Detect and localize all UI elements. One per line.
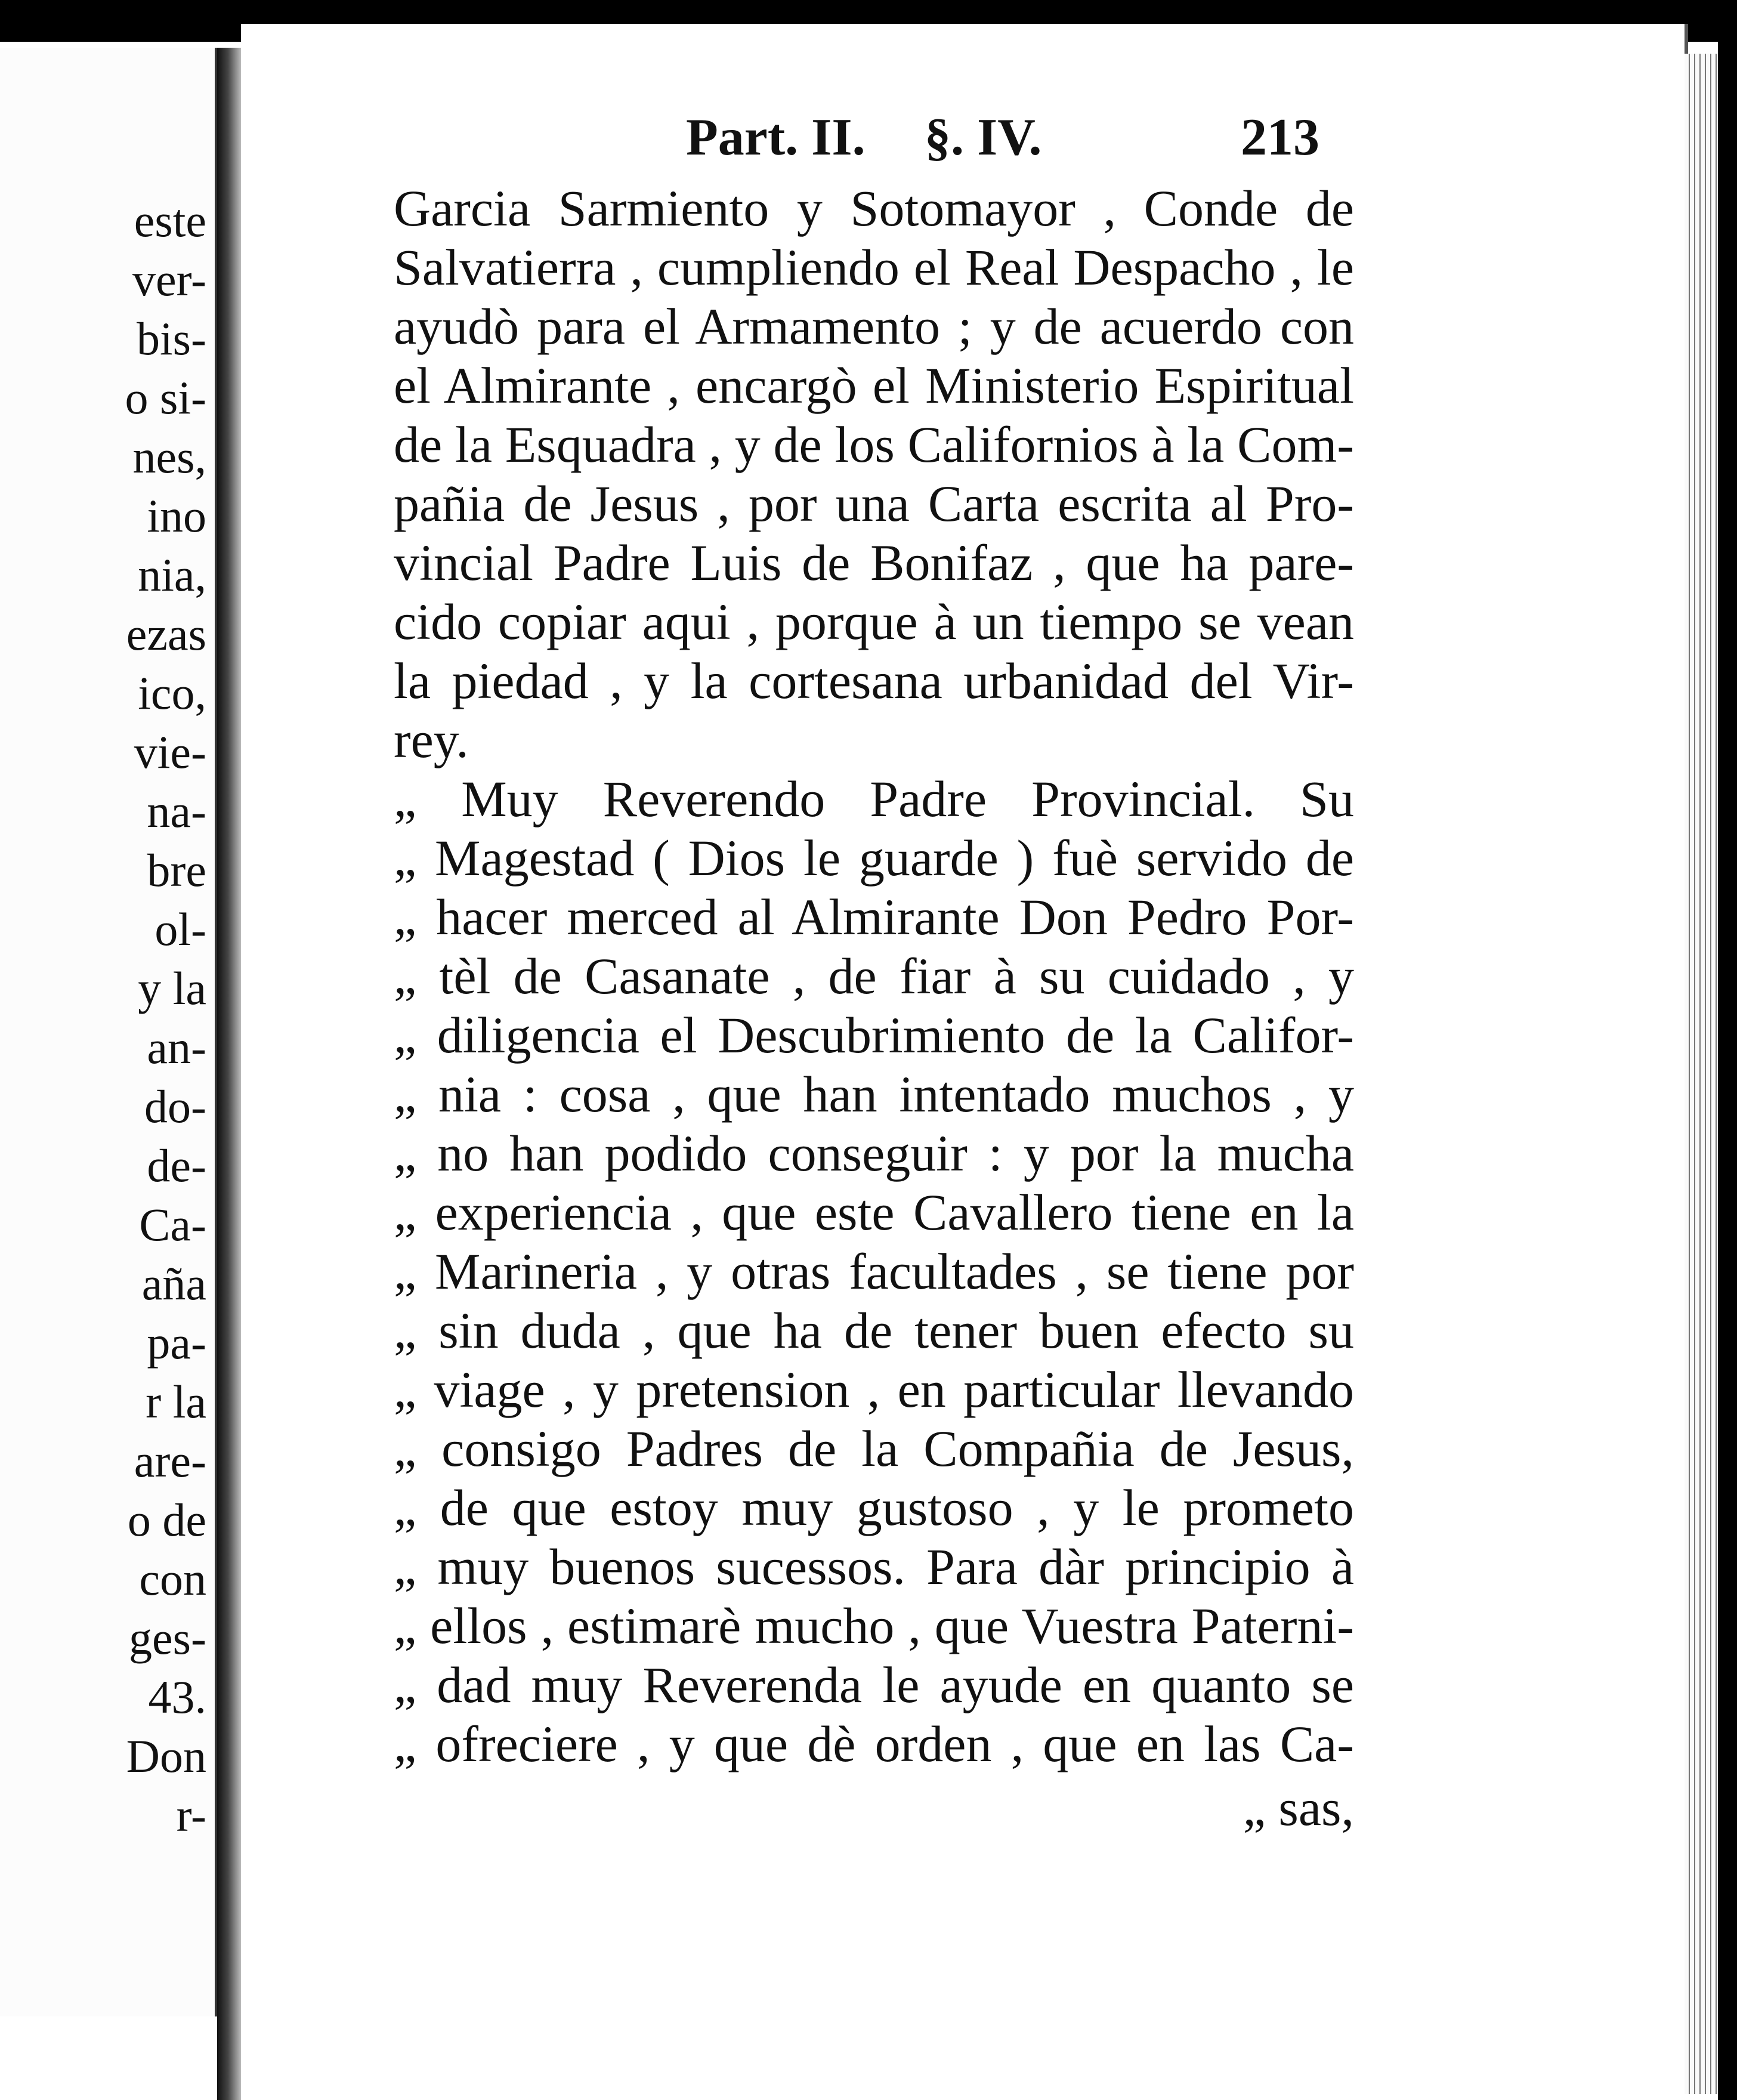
left-line: nes, — [132, 431, 206, 483]
left-line: bis- — [137, 313, 206, 365]
left-line: vie- — [134, 726, 206, 778]
text-line: „ no han podido conseguir : y por la mucha — [394, 1125, 1354, 1182]
text-line: „ dad muy Reverenda le ayude en quanto se — [394, 1656, 1354, 1713]
left-line: y la — [138, 962, 206, 1014]
text-line: el Almirante , encargò el Ministerio Espiritual — [394, 357, 1354, 414]
text-line: „ de que estoy muy gustoso , y le prometo — [394, 1479, 1354, 1536]
text-line: „ hacer merced al Almirante Don Pedro Por- — [394, 888, 1354, 946]
left-line: ino — [147, 490, 206, 542]
left-line: ver- — [132, 254, 206, 305]
left-line: o de — [127, 1494, 206, 1546]
left-line: ol- — [154, 903, 206, 955]
text-line: de la Esquadra , y de los Californios à la Com- — [394, 416, 1354, 473]
left-line: nia, — [138, 549, 206, 601]
text-line: „ ellos , estimarè mucho , que Vuestra Paterni- — [394, 1597, 1354, 1654]
text-line: Garcia Sarmiento y Sotomayor , Conde de — [394, 180, 1354, 237]
left-line: ges- — [129, 1612, 206, 1664]
running-head — [686, 107, 1378, 179]
text-line: „ consigo Padres de la Compañia de Jesus, — [394, 1420, 1354, 1477]
text-line: „ Magestad ( Dios le guarde ) fuè servido de — [394, 829, 1354, 887]
text-line: „ muy buenos sucessos. Para dàr principio à — [394, 1538, 1354, 1595]
body-text — [394, 179, 1354, 1774]
left-line: Don — [126, 1730, 206, 1782]
text-line: Salvatierra , cumpliendo el Real Despacho , le — [394, 239, 1354, 296]
left-line: Ca- — [139, 1199, 206, 1250]
text-line: pañia de Jesus , por una Carta escrita al Pro- — [394, 475, 1354, 532]
page-number: 213 — [1241, 109, 1319, 166]
left-line: na- — [147, 785, 206, 837]
left-line: pa- — [147, 1317, 206, 1369]
text-line: „ experiencia , que este Cavallero tiene en la — [394, 1184, 1354, 1241]
page-edges — [1685, 54, 1718, 2094]
left-line: do- — [144, 1080, 206, 1132]
text-line: „ nia : cosa , que han intentado muchos , y — [394, 1066, 1354, 1123]
left-line: aña — [141, 1258, 206, 1310]
book-gutter — [217, 48, 241, 2100]
left-line: an- — [147, 1021, 206, 1073]
left-line: este — [134, 194, 206, 246]
text-line: „ ofreciere , y que dè orden , que en las Ca- — [394, 1715, 1354, 1772]
left-page — [0, 48, 217, 2016]
text-line: ayudò para el Armamento ; y de acuerdo con — [394, 298, 1354, 355]
section-number: §. IV. — [925, 109, 1042, 166]
text-line: cido copiar aqui , porque à un tiempo se vean — [394, 593, 1354, 650]
left-line: r- — [176, 1789, 206, 1841]
left-line: de- — [147, 1139, 206, 1191]
text-line: „ diligencia el Descubrimiento de la Califor- — [394, 1006, 1354, 1064]
text-line: la piedad , y la cortesana urbanidad del Vir- — [394, 652, 1354, 709]
part-number: Part. II. — [686, 109, 866, 166]
text-line: vincial Padre Luis de Bonifaz , que ha pare- — [394, 534, 1354, 591]
text-line: „ Muy Reverendo Padre Provincial. Su — [394, 770, 1354, 827]
left-line: bre — [147, 844, 206, 896]
left-line: ico, — [138, 667, 206, 719]
scan-border-right — [1718, 0, 1737, 2100]
left-line: 43. — [148, 1671, 206, 1723]
text-line: „ sin duda , que ha de tener buen efecto su — [394, 1302, 1354, 1359]
text-line: rey. — [394, 711, 469, 768]
left-page-line-ends — [0, 191, 215, 1845]
text-line: „ viage , y pretension , en particular llevando — [394, 1361, 1354, 1418]
left-line: o si- — [125, 372, 206, 424]
text-line: „ tèl de Casanate , de fiar à su cuidado , y — [394, 947, 1354, 1005]
left-line: r la — [146, 1376, 206, 1428]
left-line: con — [139, 1553, 206, 1605]
catchword: „ sas, — [1243, 1779, 1354, 1836]
left-line: ezas — [126, 608, 206, 660]
left-line: are- — [134, 1435, 206, 1487]
text-line: „ Marineria , y otras facultades , se tiene por — [394, 1243, 1354, 1300]
